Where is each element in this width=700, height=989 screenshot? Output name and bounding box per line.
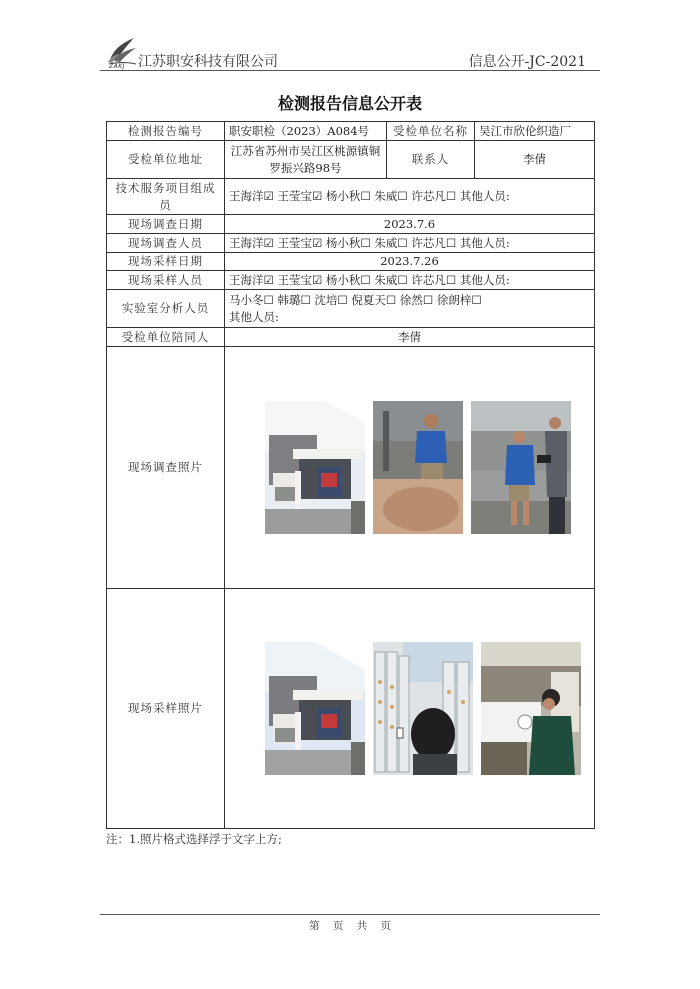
- header-divider: [100, 70, 600, 71]
- report-no-label: 检测报告编号: [107, 122, 225, 141]
- lab-staff-line-2: 其他人员:: [229, 309, 279, 324]
- table-row: [107, 328, 595, 347]
- report-no-value: 职安职检（2023）A084号: [225, 122, 387, 141]
- address-label: 受检单位地址: [107, 141, 225, 179]
- table-row: [107, 253, 595, 271]
- worker-sampling-photo: [481, 642, 581, 775]
- factory-gate-photo: [265, 642, 365, 775]
- company-name: 江苏职安科技有限公司: [138, 54, 278, 70]
- sampling-photos-cell: [225, 589, 595, 829]
- address-value: 江苏省苏州市吴江区桃源镇铜罗振兴路98号: [225, 141, 387, 179]
- footnote: 注：1.照片格式选择浮于文字上方;: [106, 832, 282, 846]
- sampling-photos-label: 现场采样照片: [107, 589, 225, 829]
- table-row: [107, 234, 595, 253]
- table-row: [107, 179, 595, 215]
- table-row: [107, 141, 595, 179]
- page-title: 检测报告信息公开表: [277, 94, 422, 113]
- survey-photos-cell: [225, 347, 595, 589]
- table-row: [107, 589, 595, 829]
- unit-name-label: 受检单位名称: [387, 122, 475, 141]
- contact-value: 李倩: [475, 141, 595, 179]
- table-row: [107, 122, 595, 141]
- survey-photos-label: 现场调查照片: [107, 347, 225, 589]
- logo-text: ZAKJ: [109, 63, 125, 70]
- page-header: [100, 34, 600, 72]
- survey-date-label: 现场调查日期: [107, 215, 225, 234]
- lab-staff-line-1: 马小冬☐ 韩璐☐ 沈培☐ 倪夏天☐ 徐然☐ 徐朗梓☐: [229, 292, 482, 307]
- unit-name-value: 吴江市欣伦织造厂: [475, 122, 595, 141]
- table-row: [107, 290, 595, 328]
- team-label: 技术服务项目组成员: [107, 179, 225, 215]
- team-value: 王海洋☑ 王莹宝☑ 杨小秋☐ 朱威☐ 许芯凡☐ 其他人员:: [225, 179, 595, 215]
- survey-staff-label: 现场调查人员: [107, 234, 225, 253]
- footer-divider: [100, 914, 600, 915]
- lab-staff-value: [225, 290, 595, 328]
- survey-date-value: 2023.7.6: [225, 215, 595, 234]
- escort-value: 李倩: [225, 328, 595, 347]
- staff-instrument-photo: [471, 401, 571, 534]
- table-row: [107, 271, 595, 290]
- document-code: 信息公开-JC-2021: [468, 54, 586, 70]
- lab-staff-label: 实验室分析人员: [107, 290, 225, 328]
- table-row: [107, 347, 595, 589]
- info-table: [106, 121, 595, 829]
- sampling-staff-label: 现场采样人员: [107, 271, 225, 290]
- sampling-staff-value: 王海洋☑ 王莹宝☑ 杨小秋☐ 朱威☐ 许芯凡☐ 其他人员:: [225, 271, 595, 290]
- factory-gate-photo: [265, 401, 365, 534]
- sampling-date-value: 2023.7.26: [225, 253, 595, 271]
- worker-workshop-photo: [373, 401, 463, 534]
- page-number: 第 页 共 页: [308, 920, 391, 932]
- contact-label: 联系人: [387, 141, 475, 179]
- survey-staff-value: 王海洋☑ 王莹宝☑ 杨小秋☐ 朱威☐ 许芯凡☐ 其他人员:: [225, 234, 595, 253]
- escort-label: 受检单位陪同人: [107, 328, 225, 347]
- spinning-machine-photo: [373, 642, 473, 775]
- sampling-date-label: 现场采样日期: [107, 253, 225, 271]
- table-row: [107, 215, 595, 234]
